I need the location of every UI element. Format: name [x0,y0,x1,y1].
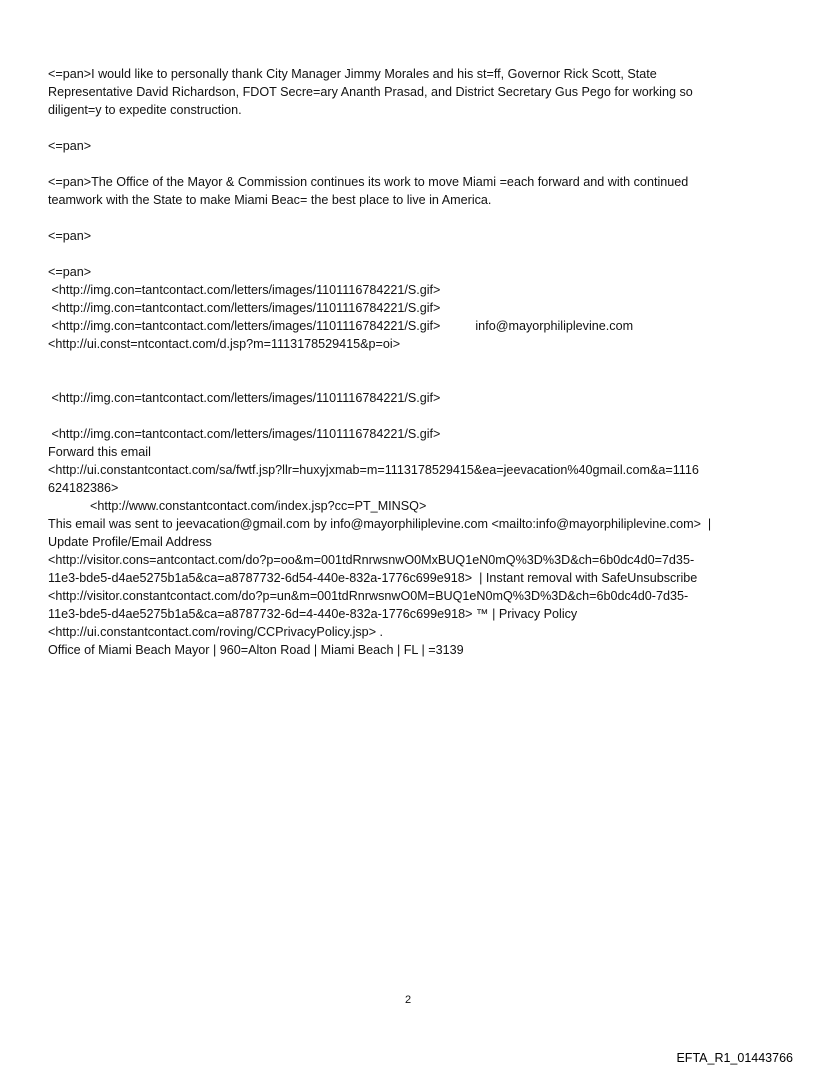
forward-email-label: Forward this email [48,445,151,459]
span-marker: <=pan> [48,139,92,153]
sent-to-line: This email was sent to jeevacation@gmail.com by info@mayorphiliplevine.com <mailto:info@mayorphiliplevine.com> | [48,517,712,531]
span-marker: <=pan> [48,229,92,243]
office-paragraph [48,173,776,209]
opt-in-link[interactable]: <http://ui.const=ntcontact.com/d.jsp?m=1113178529415&p=oi> [48,337,401,351]
privacy-policy-line: 11e3-bde5-d4ae5275b1a5&ca=a8787732-6d=4-440e-832a-1776c699e918> ™ | Privacy Policy [48,607,578,621]
image-link[interactable]: <http://img.con=tantcontact.com/letters/images/1101116784221/S.gif> [48,427,441,441]
text-line: <=pan>The Office of the Mayor & Commission continues its work to move Miami =each forward and with continued [48,175,689,189]
image-link[interactable]: <http://img.con=tantcontact.com/letters/images/1101116784221/S.gif> [48,301,441,315]
unsubscribe-line: 11e3-bde5-d4ae5275b1a5&ca=a8787732-6d54-440e-832a-1776c699e918> | Instant removal with SafeUnsubscribe [48,571,698,585]
image-link[interactable]: <http://img.con=tantcontact.com/letters/images/1101116784221/S.gif> [48,283,441,297]
email-body [48,65,776,659]
thanks-paragraph [48,65,776,119]
text-line: <=pan>I would like to personally thank City Manager Jimmy Morales and his st=ff, Governor Rick Scott, State [48,67,657,81]
links-block [48,263,776,353]
update-profile-link[interactable]: <http://visitor.cons=antcontact.com/do?p=oo&m=001tdRnrwsnwO0MxBUQ1eN0mQ%3D%3D&ch=6b0dc4d0=7d35- [48,553,695,567]
document-id: EFTA_R1_01443766 [676,1051,793,1065]
footer-block [48,425,776,659]
constantcontact-link[interactable]: <http://www.constantcontact.com/index.jsp?cc=PT_MINSQ> [48,499,427,513]
unsubscribe-link[interactable]: <http://visitor.constantcontact.com/do?p=un&m=001tdRnrwsnwO0M=BUQ1eN0mQ%3D%3D&ch=6b0dc4d0-7d35- [48,589,689,603]
span-marker: <=pan> [48,265,92,279]
update-profile-label: Update Profile/Email Address [48,535,212,549]
page-number: 2 [404,994,412,1006]
office-address: Office of Miami Beach Mayor | 960=Alton Road | Miami Beach | FL | =3139 [48,643,464,657]
text-line: diligent=y to expedite construction. [48,103,242,117]
image-link-with-email[interactable]: <http://img.con=tantcontact.com/letters/images/1101116784221/S.gif> info@mayorphiliplevine.com [48,319,634,333]
image-link[interactable]: <http://img.con=tantcontact.com/letters/images/1101116784221/S.gif> [48,391,441,405]
text-line: Representative David Richardson, FDOT Secre=ary Ananth Prasad, and District Secretary Gus Pego for working so [48,85,693,99]
privacy-policy-link[interactable]: <http://ui.constantcontact.com/roving/CCPrivacyPolicy.jsp> . [48,625,384,639]
forward-email-link[interactable]: <http://ui.constantcontact.com/sa/fwtf.jsp?llr=huxyjxmab=m=1113178529415&ea=jeevacation%40gmail.com&a=1116 [48,463,699,477]
forward-email-link-cont[interactable]: 624182386> [48,481,119,495]
text-line: teamwork with the State to make Miami Beac= the best place to live in America. [48,193,492,207]
